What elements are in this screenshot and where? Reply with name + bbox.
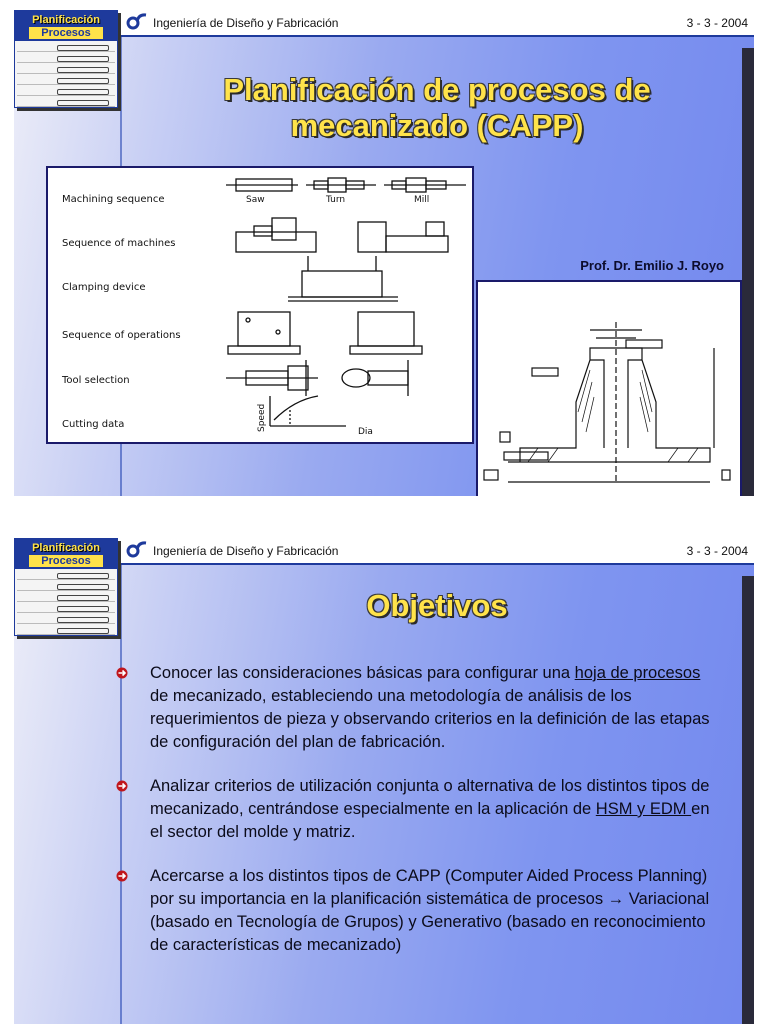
author-name: Prof. Dr. Emilio J. Royo (580, 258, 724, 273)
objective-link-hoja-de-procesos[interactable]: hoja de procesos (574, 664, 701, 682)
sketch-label-mill: Mill (414, 195, 430, 205)
cutting-data-plot (270, 396, 346, 426)
operation-part-sketches (228, 312, 422, 354)
university-logo-icon (125, 540, 147, 558)
objective-text: de mecanizado, estableciendo una metodología de análisis de los requerimientos de pieza y observando criterios en la definición de las etapas de configuración del plan de fabricación. (150, 687, 710, 751)
slide-shadow (742, 576, 754, 1024)
slide-1 (0, 0, 768, 496)
slide-divider (120, 564, 122, 1024)
objective-text: Analizar criterios de utilización conjunta o alternativa de los distintos tipos de mecanizado, centrándose especialmente en la aplicación de (150, 777, 710, 818)
bullet-arrow-icon (116, 667, 128, 679)
title-line-2: mecanizado (CAPP) (290, 108, 584, 143)
thumbnail-title-line1: Planificación (32, 542, 100, 554)
slide-2-title: Objetivos (366, 588, 508, 623)
objective-item (150, 662, 710, 754)
bar-stock-sketch (226, 179, 298, 191)
course-title: Ingeniería de Diseño y Fabricación (153, 544, 339, 558)
milling-machine-sketch (358, 222, 448, 252)
thumbnail-title-line2: Procesos (29, 27, 103, 39)
bullet-arrow-icon (116, 870, 128, 882)
figure-row-label: Sequence of machines (62, 238, 176, 249)
capp-sequence-figure (46, 166, 474, 444)
objective-link-hsm-edm[interactable]: HSM y EDM (595, 800, 692, 818)
objective-text: en el sector del molde y matriz. (150, 800, 710, 841)
topic-thumbnail (14, 538, 118, 636)
title-line-1: Planificación de procesos de (223, 72, 651, 107)
technical-drawing (476, 280, 742, 496)
course-title: Ingeniería de Diseño y Fabricación (153, 16, 339, 30)
objective-text: Acercarse a los distintos tipos de CAPP (Computer Aided Process Planning) por su importancia en la planificación sistemática de procesos → Variacional (basado en Tecnología de Grupos) y Generativo (basado en reconocimiento de características de mecanizado) (150, 867, 710, 954)
sketch-label-dia: Dia (358, 427, 373, 437)
thumbnail-title-line1: Planificación (32, 14, 100, 26)
header-rule (118, 563, 754, 565)
objective-item (150, 775, 710, 844)
thumbnail-sketch (17, 43, 115, 108)
university-logo-icon (125, 12, 147, 30)
header-rule (118, 35, 754, 37)
milled-part-sketch (384, 178, 466, 192)
figure-row-label: Sequence of operations (62, 330, 181, 341)
slide-date: 3 - 3 - 2004 (686, 544, 748, 558)
thumbnail-title-line2: Procesos (29, 555, 103, 567)
figure-row-label: Clamping device (62, 282, 146, 293)
bullet-arrow-icon (116, 780, 128, 792)
figure-row-label: Tool selection (62, 375, 130, 386)
sketch-label-speed: Speed (257, 403, 267, 432)
thumbnail-sketch (17, 571, 115, 636)
objective-item (150, 865, 710, 957)
figure-row-label: Cutting data (62, 419, 125, 430)
turned-part-sketch (306, 178, 376, 192)
sketch-label-saw: Saw (246, 195, 265, 205)
tool-selection-sketches (226, 360, 408, 396)
figure-row-label: Machining sequence (62, 194, 165, 205)
objectives-list (150, 662, 710, 978)
objective-text: Conocer las consideraciones básicas para configurar una (150, 664, 575, 682)
process-sketches (218, 170, 478, 438)
topic-thumbnail (14, 10, 118, 108)
sketch-label-turn: Turn (326, 195, 346, 205)
slide-title (120, 72, 754, 144)
clamping-fixture-sketch (288, 256, 398, 301)
lathe-sketch (236, 218, 316, 252)
flanged-part-drawing (478, 282, 736, 492)
slide-date: 3 - 3 - 2004 (686, 16, 748, 30)
